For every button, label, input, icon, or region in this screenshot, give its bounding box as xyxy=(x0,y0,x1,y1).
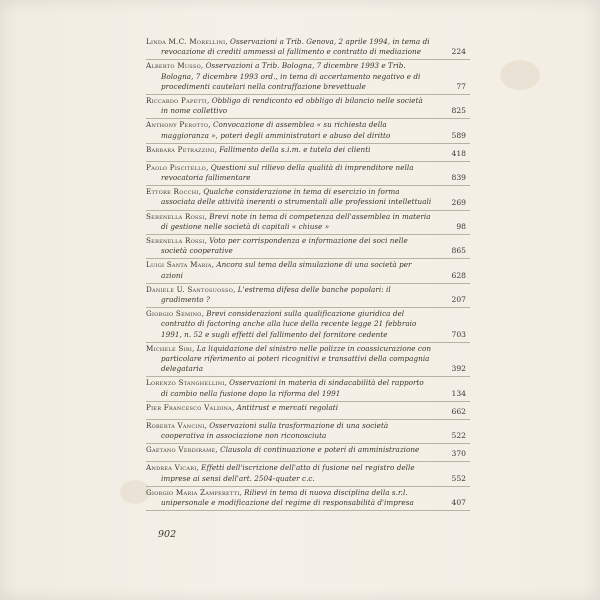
entry-text: Gaetano Verdirame, Clausola di continuazione e poteri di amministrazione xyxy=(146,445,420,455)
toc-entry xyxy=(146,162,470,186)
entry-author: Andrea Vicari xyxy=(146,463,197,473)
entry-author: Serenella Rossi xyxy=(146,211,205,221)
entry-author: Daniele U. Santosuosso xyxy=(146,284,234,294)
entry-title: Convocazione di assemblea « su richiesta della maggioranza », poteri degli amministratori e abuso del diritto xyxy=(161,120,391,140)
entry-page-number: 589 xyxy=(451,130,466,140)
entry-text: Giorgio Semino, Brevi considerazioni sulla qualificazione giuridica del contratto di factoring anche alla luce della recente legge 21 febbraio 1991, n. 52 e sugli effetti del fallimento del fornitore cedente xyxy=(146,309,417,339)
entry-author: Paolo Piscitello xyxy=(146,162,207,172)
entry-title: L'estrema difesa delle banche popolari: il gradimento ? xyxy=(161,284,391,305)
entry-text: Ettore Rocchi, Qualche considerazione in tema di esercizio in forma associata delle attività inerenti o strumentali alle professioni intellettuali xyxy=(146,187,432,207)
entry-text: Alberto Musso, Osservazioni a Trib. Bologna, 7 dicembre 1993 e Trib. Bologna, 7 dicembre 1993 ord., in tema di accertamento negativo e di procedimenti cautelari nella contraffazione brevettuale xyxy=(146,61,421,91)
entry-page-number: 77 xyxy=(456,82,466,92)
entry-title: La liquidazione del sinistro nelle polizze in coassicurazione con particolare riferimento ai poteri ricognitivi e transattivi della compagnia delegataria xyxy=(161,343,432,374)
entry-title: Osservazioni a Trib. Bologna, 7 dicembre 1993 e Trib. Bologna, 7 dicembre 1993 ord., in tema di accertamento negativo e di procedimenti cautelari nella contraffazione brevettuale xyxy=(161,61,421,91)
entry-title: Antitrust e mercati regolati xyxy=(236,402,339,412)
entry-text: Luigi Santa Maria, Ancora sul tema della simulazione di una società per azioni xyxy=(146,260,412,280)
entry-title: Ancora sul tema della simulazione di una società per azioni xyxy=(161,260,412,280)
entry-title: Voto per corrispondenza e informazione dei soci nelle società cooperative xyxy=(161,236,408,256)
entry-title: Qualche considerazione in tema di esercizio in forma associata delle attività inerenti o strumentali alle professioni intellettuali xyxy=(161,187,432,207)
toc-entry xyxy=(146,60,470,95)
entry-page-number: 269 xyxy=(451,197,466,207)
page-number: 902 xyxy=(158,529,177,540)
entry-author: Anthony Perotto xyxy=(146,120,209,130)
entry-page-number: 134 xyxy=(451,388,466,398)
toc-entry xyxy=(146,377,470,401)
entry-title: Questioni sul rilievo della qualità di imprenditore nella revocatoria fallimentare xyxy=(161,162,414,183)
entry-author: Luigi Santa Maria xyxy=(146,260,212,270)
entry-text: Serenella Rossi, Brevi note in tema di competenza dell'assemblea in materia di gestione nelle società di capitali « chiuse » xyxy=(146,211,431,231)
table-of-contents xyxy=(146,36,470,511)
entry-author: Serenella Rossi xyxy=(146,236,205,246)
toc-entry xyxy=(146,462,470,486)
entry-author: Riccardo Papetti xyxy=(146,96,208,106)
entry-text: Pier Francesco Valdina, Antitrust e mercati regolati xyxy=(146,402,339,412)
entry-page-number: 839 xyxy=(451,173,466,183)
toc-entry xyxy=(146,420,470,444)
entry-author: Roberta Vancini xyxy=(146,420,205,430)
entry-author: Linda M.C. Morellini xyxy=(146,37,226,46)
entry-title: Rilievi in tema di nuova disciplina della s.r.l. unipersonale e modificazione del regime di responsabilità d'impresa xyxy=(161,487,414,507)
entry-author: Lorenzo Stanghellini xyxy=(146,378,225,388)
entry-page-number: 370 xyxy=(451,449,466,459)
toc-entry xyxy=(146,308,470,343)
entry-title: Clausola di continuazione e poteri di amministrazione xyxy=(220,445,420,455)
toc-entry xyxy=(146,95,470,119)
entry-page-number: 865 xyxy=(451,246,466,256)
entry-text: Michele Siri, La liquidazione del sinistro nelle polizze in coassicurazione con particolare riferimento ai poteri ricognitivi e transattivi della compagnia delegataria xyxy=(146,343,432,374)
entry-page-number: 392 xyxy=(451,364,466,374)
toc-entry xyxy=(146,36,470,60)
entry-page-number: 418 xyxy=(451,148,466,158)
entry-text: Roberta Vancini, Osservazioni sulla trasformazione di una società cooperativa in associazione non riconosciuta xyxy=(146,420,389,441)
toc-entry xyxy=(146,235,470,259)
entry-text: Paolo Piscitello, Questioni sul rilievo della qualità di imprenditore nella revocatoria fallimentare xyxy=(146,162,414,183)
entry-title: Effetti dell'iscrizione dell'atto di fusione nel registro delle imprese ai sensi dell'art. 2504-quater c.c. xyxy=(161,463,415,483)
entry-title: Fallimento della s.i.m. e tutela dei clienti xyxy=(219,144,371,154)
toc-entry xyxy=(146,259,470,283)
entry-text: Anthony Perotto, Convocazione di assemblea « su richiesta della maggioranza », poteri degli amministratori e abuso del diritto xyxy=(146,120,391,140)
entry-author: Alberto Musso xyxy=(146,61,201,71)
entry-page-number: 552 xyxy=(451,473,466,483)
toc-entry xyxy=(146,186,470,210)
entry-text: Giorgio Maria Zamperetti, Rilievi in tema di nuova disciplina della s.r.l. unipersonale e modificazione del regime di responsabilità d'impresa xyxy=(146,487,414,507)
entry-text: Serenella Rossi, Voto per corrispondenza e informazione dei soci nelle società cooperative xyxy=(146,236,408,256)
entry-text: Lorenzo Stanghellini, Osservazioni in materia di sindacabilità del rapporto di cambio nella fusione dopo la riforma del 1991 xyxy=(146,378,424,398)
toc-entry xyxy=(146,144,470,162)
toc-entry xyxy=(146,402,470,420)
toc-entry xyxy=(146,211,470,235)
entry-title: Osservazioni sulla trasformazione di una società cooperativa in associazione non riconosciuta xyxy=(161,420,389,441)
entry-page-number: 628 xyxy=(451,270,466,280)
toc-entry xyxy=(146,284,470,308)
entry-author: Gaetano Verdirame xyxy=(146,445,216,455)
entry-author: Ettore Rocchi xyxy=(146,187,199,197)
toc-entry xyxy=(146,119,470,143)
toc-entry xyxy=(146,343,470,378)
entry-title: Osservazioni in materia di sindacabilità del rapporto di cambio nella fusione dopo la riforma del 1991 xyxy=(161,378,424,398)
entry-text: Daniele U. Santosuosso, L'estrema difesa delle banche popolari: il gradimento ? xyxy=(146,284,391,305)
entry-text: Barbara Petrazzini, Fallimento della s.i.m. e tutela dei clienti xyxy=(146,144,371,154)
entry-author: Giorgio Semino xyxy=(146,309,202,319)
entry-title: Brevi considerazioni sulla qualificazione giuridica del contratto di factoring anche alla luce della recente legge 21 febbraio 1991, n. 52 e sugli effetti del fallimento del fornitore cedente xyxy=(161,309,417,339)
entry-text: Andrea Vicari, Effetti dell'iscrizione dell'atto di fusione nel registro delle imprese ai sensi dell'art. 2504-quater c.c. xyxy=(146,463,415,483)
entry-title: Osservazioni a Trib. Genova, 2 aprile 1994, in tema di revocazione di crediti ammessi al fallimento e contratto di mediazione xyxy=(161,37,430,57)
entry-text: Riccardo Papetti, Obbligo di rendiconto ed obbligo di bilancio nelle società in nome collettivo xyxy=(146,96,423,116)
entry-title: Brevi note in tema di competenza dell'assemblea in materia di gestione nelle società di capitali « chiuse » xyxy=(161,211,431,231)
entry-page-number: 703 xyxy=(451,329,466,339)
entry-title: Obbligo di rendiconto ed obbligo di bilancio nelle società in nome collettivo xyxy=(161,96,423,116)
toc-entry xyxy=(146,487,470,511)
entry-page-number: 522 xyxy=(451,431,466,441)
entry-page-number: 407 xyxy=(451,498,466,508)
entry-author: Michele Siri xyxy=(146,343,193,353)
entry-page-number: 98 xyxy=(456,222,466,232)
entry-page-number: 207 xyxy=(451,295,466,305)
entry-author: Giorgio Maria Zamperetti xyxy=(146,487,240,497)
entry-author: Barbara Petrazzini xyxy=(146,144,215,154)
entry-page-number: 825 xyxy=(451,106,466,116)
entry-page-number: 662 xyxy=(451,406,466,416)
paper-stain xyxy=(500,60,540,90)
entry-page-number: 224 xyxy=(451,47,466,57)
entry-text: Linda M.C. Morellini, Osservazioni a Trib. Genova, 2 aprile 1994, in tema di revocazione di crediti ammessi al fallimento e contratto di mediazione xyxy=(146,37,430,57)
toc-entry xyxy=(146,444,470,462)
entry-author: Pier Francesco Valdina xyxy=(146,402,232,412)
